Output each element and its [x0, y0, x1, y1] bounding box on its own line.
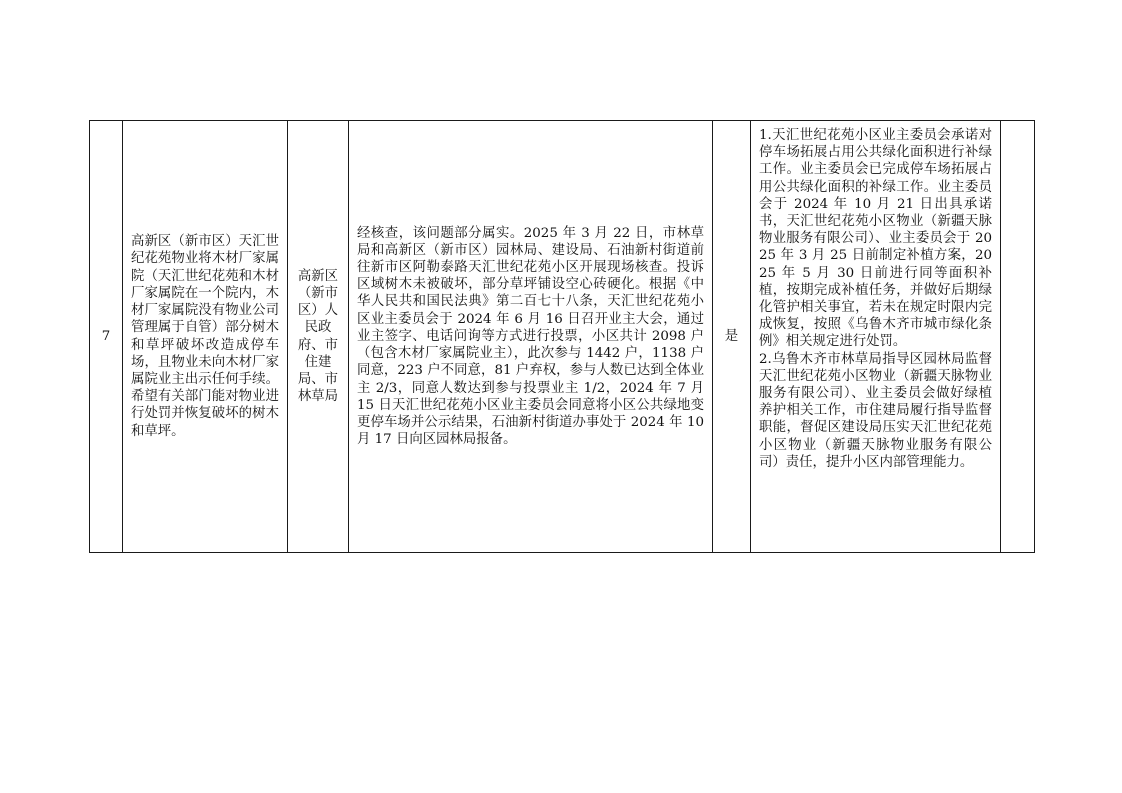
measure-item-2: 2.乌鲁木齐市林草局指导区园林局监督天汇世纪花苑小区物业（新疆天脉物业服务有限公司）、业主委员会做好绿植养护相关工作，市住建局履行指导监督职能，督促区建设局压实天汇世纪花苑小区物业（新疆天脉物业服务有限公司）责任，提升小区内部管理能力。 [759, 351, 992, 470]
remark-cell [1001, 121, 1035, 553]
table-row [90, 121, 1035, 553]
rectification-measures [751, 121, 1001, 553]
responsible-unit: 高新区（新市区）人民政府、市住建局、市林草局 [288, 121, 349, 553]
is-true-flag: 是 [713, 121, 751, 553]
complaint-content: 高新区（新市区）天汇世纪花苑物业将木材厂家属院（天汇世纪花苑和木材厂家属院在一个院内，木材厂家属院没有物业公司管理属于自管）部分树木和草坪破坏改造成停车场，且物业未向木材厂家属院业主出示任何手续。希望有关部门能对物业进行处罚并恢复破坏的树木和草坪。 [123, 121, 288, 553]
complaint-table [89, 120, 1035, 553]
verification-result: 经核查，该问题部分属实。2025 年 3 月 22 日，市林草局和高新区（新市区）园林局、建设局、石油新村街道前往新市区阿勒泰路天汇世纪花苑小区开展现场核查。投诉区域树木未被破坏，部分草坪铺设空心砖硬化。根据《中华人民共和国民法典》第二百七十八条，天汇世纪花苑小区业主委员会于 2024 年 6 月 16 日召开业主大会，通过业主签字、电话问询等方式进行投票，小区共计 2098 户（包含木材厂家属院业主），此次参与 1442 户，1138 户同意，223 户不同意，81 户弃权，参与人数已达到全体业主 2/3，同意人数达到参与投票业主 1/2，2024 年 7 月 15 日天汇世纪花苑小区业主委员会同意将小区公共绿地变更停车场并公示结果，石油新村街道办事处于 2024 年 10 月 17 日向区园林局报备。 [349, 121, 713, 553]
row-number: 7 [90, 121, 123, 553]
measure-item-1: 1.天汇世纪花苑小区业主委员会承诺对停车场拓展占用公共绿化面积进行补绿工作。业主委员会已完成停车场拓展占用公共绿化面积的补绿工作。业主委员会于 2024 年 10 月 21 日出具承诺书，天汇世纪花苑小区物业（新疆天脉物业服务有限公司）、业主委员会于 2025 年 3 月 25 日前制定补植方案，2025 年 5 月 30 日前进行同等面积补植，按期完成补植任务，并做好后期绿化管护相关事宜，若未在规定时限内完成恢复，按照《乌鲁木齐市城市绿化条例》相关规定进行处罚。 [759, 128, 992, 350]
